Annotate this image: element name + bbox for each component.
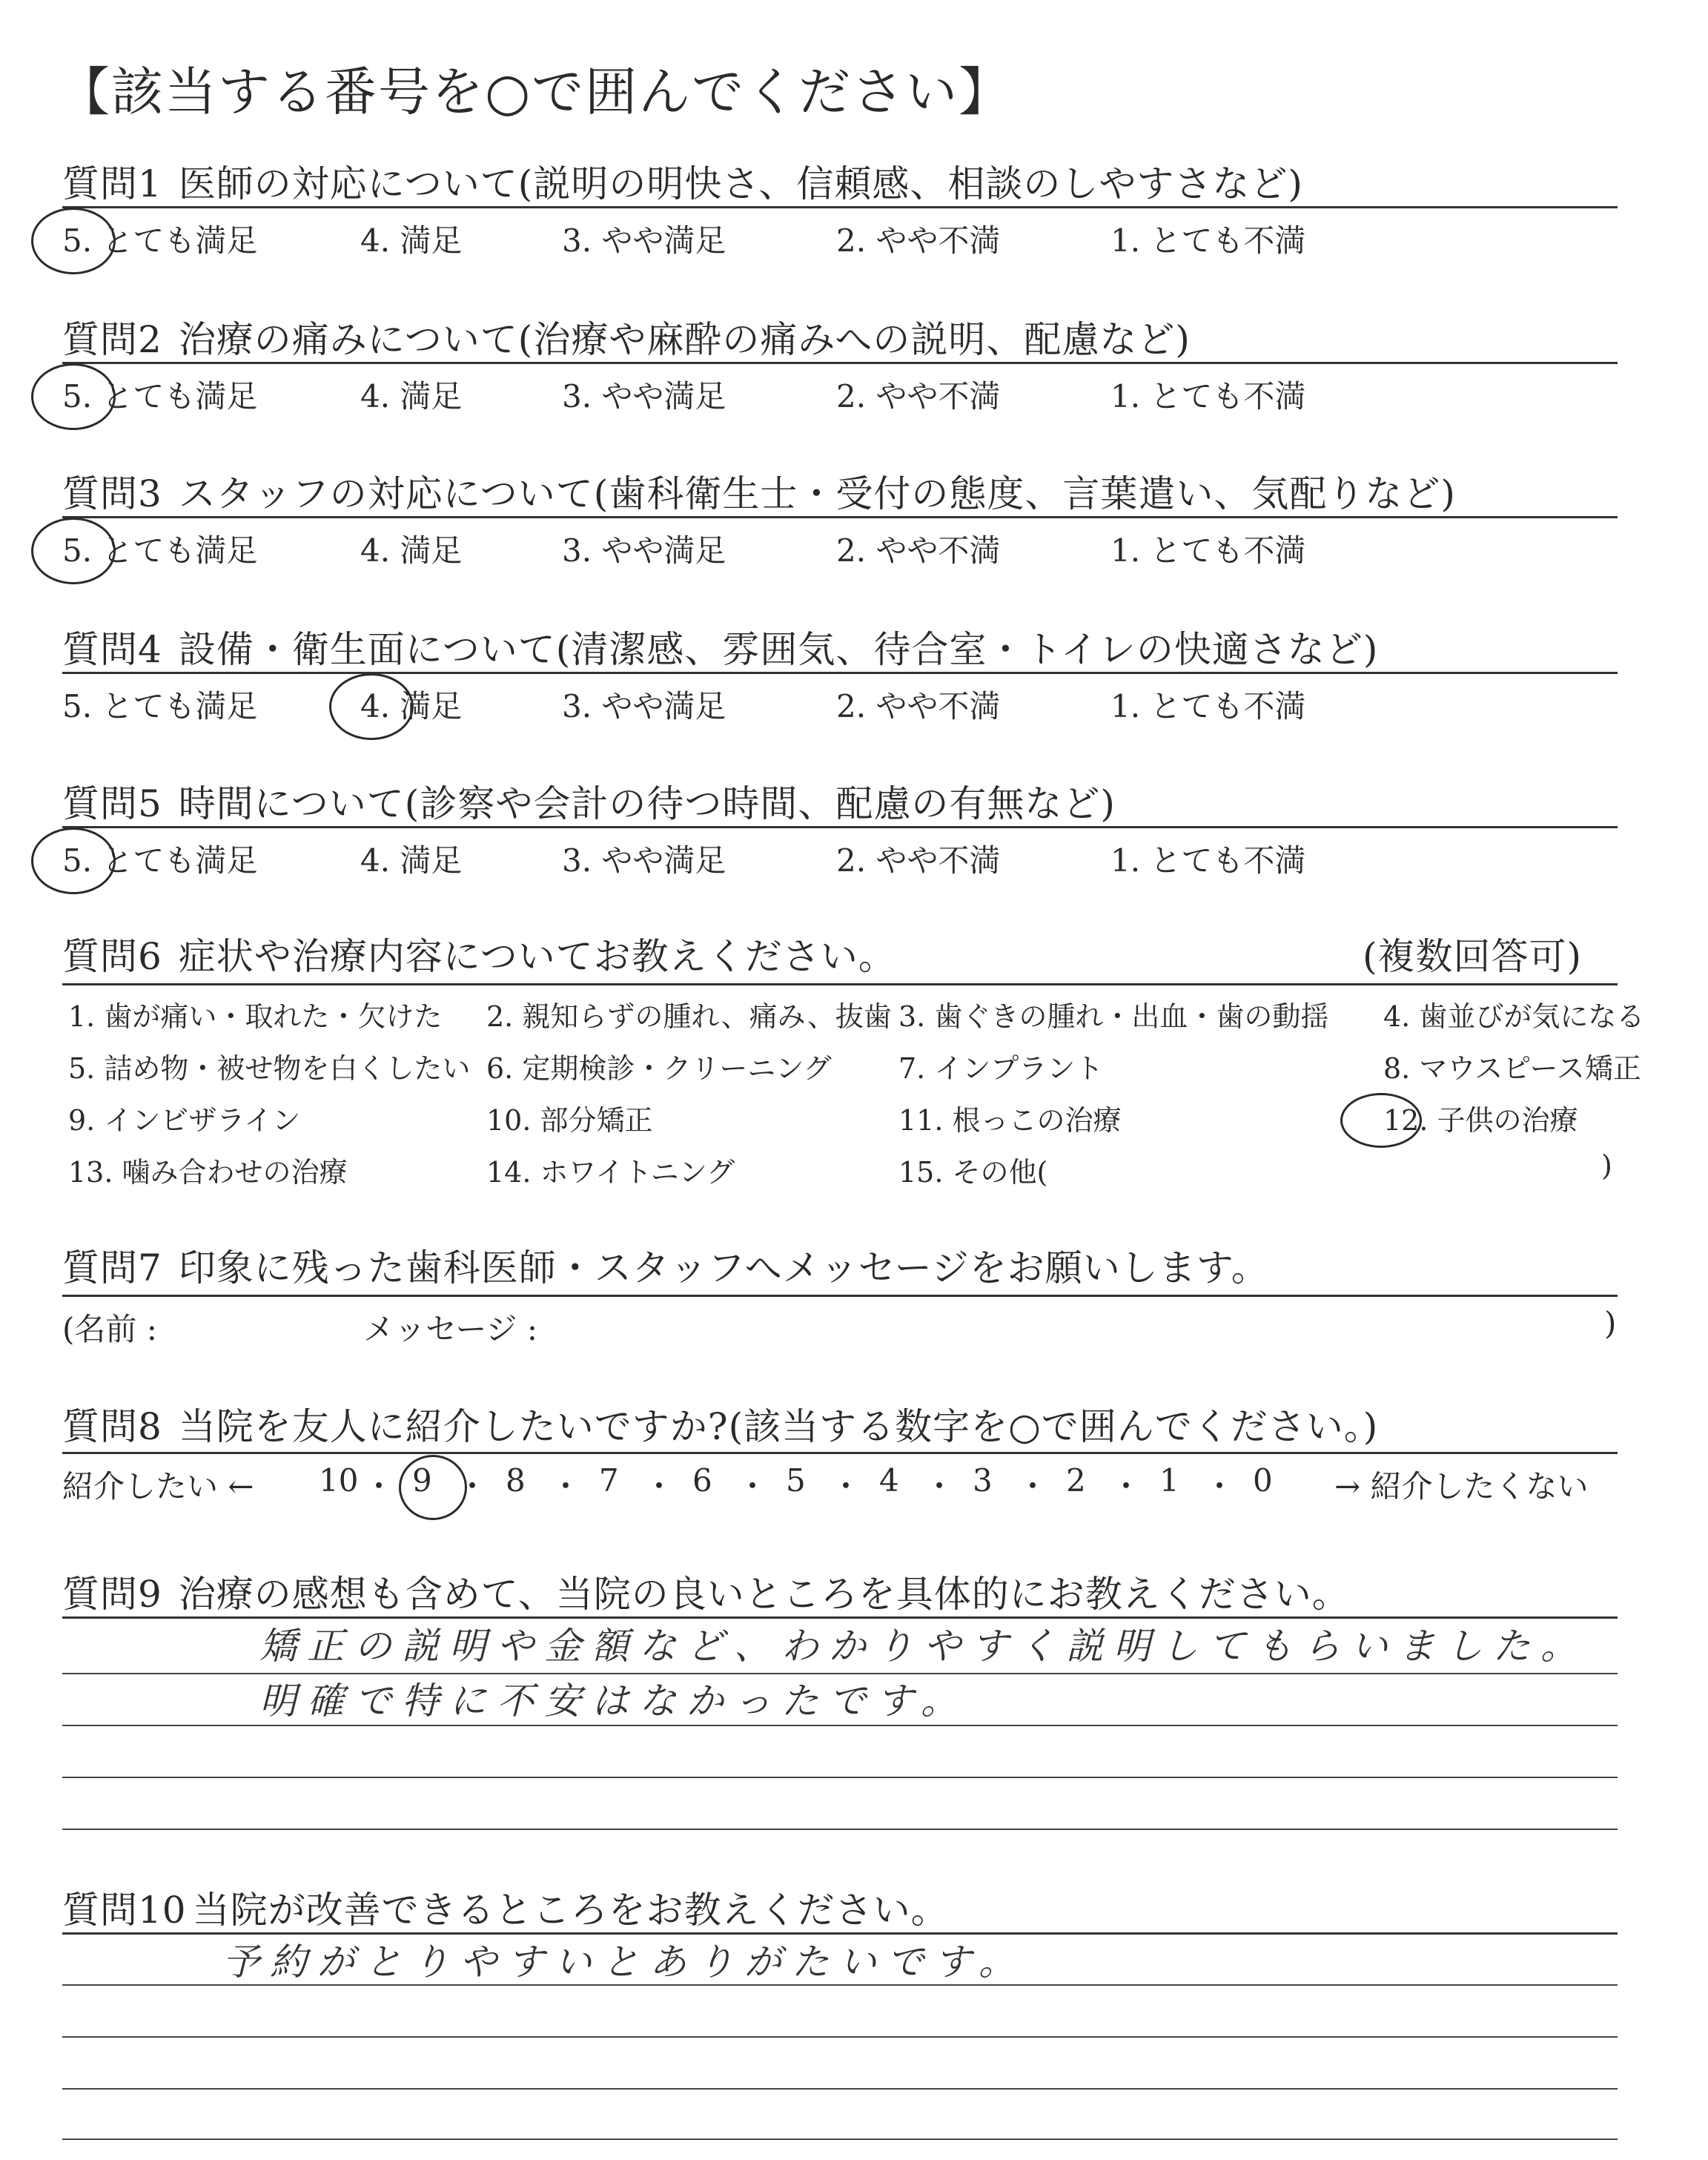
handwritten-answer: 矯正の説明や金額など、わかりやすく説明してもらいました。 <box>259 1625 1588 1668</box>
rating-option[interactable]: 5. とても満足 <box>62 688 258 724</box>
rating-option[interactable]: 2. やや不満 <box>836 222 1001 259</box>
rating-option[interactable]: 4. 満足 <box>360 532 463 569</box>
name-field-label[interactable]: (名前 : <box>62 1311 157 1347</box>
scale-option[interactable]: 10 <box>319 1462 359 1499</box>
scale-left-label: 紹介したい ← <box>62 1468 254 1505</box>
selection-circle <box>31 828 116 894</box>
scale-option[interactable]: 7 <box>599 1462 619 1499</box>
scale-option[interactable]: 0 <box>1253 1462 1273 1499</box>
symptom-option[interactable]: 8. マウスピース矯正 <box>1383 1052 1641 1085</box>
question-number: 質問9 <box>62 1573 162 1616</box>
symptom-option[interactable]: 14. ホワイトニング <box>486 1156 735 1189</box>
q7-heading <box>62 1238 1269 1292</box>
q5-heading <box>62 774 1116 828</box>
q2-heading <box>62 310 1191 363</box>
selection-circle <box>31 363 116 430</box>
question-text: スタッフの対応について(歯科衛生士・受付の態度、言葉遣い、気配りなど) <box>178 472 1456 515</box>
divider <box>62 362 1618 364</box>
question-text: 当院を友人に紹介したいですか?(該当する数字を○で囲んでください。) <box>178 1405 1379 1448</box>
selection-circle <box>329 673 414 740</box>
q4-heading <box>62 620 1378 673</box>
answer-line <box>62 1829 1618 1830</box>
close-paren: ) <box>1601 1149 1612 1182</box>
answer-line <box>62 1777 1618 1778</box>
question-text: 治療の感想も含めて、当院の良いところを具体的にお教えください。 <box>178 1573 1350 1616</box>
scale-separator: ・ <box>1110 1468 1142 1505</box>
q6-heading <box>62 927 896 980</box>
answer-line <box>62 2036 1618 2038</box>
scale-separator: ・ <box>643 1468 675 1505</box>
rating-option[interactable]: 4. 満足 <box>360 688 463 724</box>
question-number: 質問7 <box>62 1246 162 1289</box>
divider <box>62 983 1618 985</box>
page-title: 【該当する番号を○で囲んでください】 <box>58 62 1013 122</box>
question-text: 設備・衛生面について(清潔感、雰囲気、待合室・トイレの快適さなど) <box>178 628 1379 671</box>
question-number: 質問5 <box>62 782 162 825</box>
symptom-option[interactable]: 12. 子供の治療 <box>1383 1104 1578 1137</box>
question-number: 質問2 <box>62 318 162 361</box>
scale-separator: ・ <box>830 1468 862 1505</box>
scale-option[interactable]: 3 <box>973 1462 993 1499</box>
selection-circle <box>31 208 116 274</box>
rating-option[interactable]: 5. とても満足 <box>62 532 258 569</box>
rating-option[interactable]: 2. やや不満 <box>836 842 1001 879</box>
q9-heading <box>62 1565 1350 1618</box>
scale-option[interactable]: 2 <box>1066 1462 1086 1499</box>
symptom-option[interactable]: 7. インプラント <box>898 1052 1104 1085</box>
question-text: 印象に残った歯科医師・スタッフへメッセージをお願いします。 <box>178 1246 1269 1289</box>
rating-option[interactable]: 1. とても不満 <box>1110 842 1306 879</box>
message-field-label[interactable]: メッセージ : <box>363 1311 537 1347</box>
rating-option[interactable]: 3. やや満足 <box>562 842 726 879</box>
rating-option[interactable]: 1. とても不満 <box>1110 688 1306 724</box>
question-text: 当院が改善できるところをお教えください。 <box>192 1889 949 1932</box>
symptom-option[interactable]: 6. 定期検診・クリーニング <box>486 1052 832 1085</box>
question-text: 症状や治療内容についてお教えください。 <box>178 935 896 978</box>
rating-option[interactable]: 1. とても不満 <box>1110 378 1306 415</box>
divider <box>62 672 1618 674</box>
rating-option[interactable]: 5. とても満足 <box>62 842 258 879</box>
question-text: 時間について(診察や会計の待つ時間、配慮の有無など) <box>178 782 1116 825</box>
question-number: 質問10 <box>62 1889 187 1932</box>
scale-separator: ・ <box>737 1468 769 1505</box>
q10-heading <box>62 1880 949 1934</box>
rating-option[interactable]: 3. やや満足 <box>562 378 726 415</box>
scale-separator: ・ <box>1017 1468 1049 1505</box>
question-number: 質問8 <box>62 1405 162 1448</box>
scale-option[interactable]: 5 <box>786 1462 806 1499</box>
rating-option[interactable]: 2. やや不満 <box>836 688 1001 724</box>
selection-circle <box>399 1455 467 1520</box>
scale-separator: ・ <box>363 1468 395 1505</box>
close-paren: ) <box>1604 1305 1617 1341</box>
answer-line <box>62 1725 1618 1726</box>
answer-line <box>62 2088 1618 2090</box>
question-number: 質問3 <box>62 472 162 515</box>
answer-line <box>62 2138 1618 2140</box>
scale-option[interactable]: 4 <box>879 1462 899 1499</box>
divider <box>62 1295 1618 1297</box>
rating-option[interactable]: 1. とても不満 <box>1110 222 1306 259</box>
rating-option[interactable]: 4. 満足 <box>360 378 463 415</box>
scale-option[interactable]: 6 <box>692 1462 712 1499</box>
divider <box>62 516 1618 518</box>
question-number: 質問6 <box>62 935 162 978</box>
rating-option[interactable]: 5. とても満足 <box>62 378 258 415</box>
symptom-option[interactable]: 2. 親知らずの腫れ、痛み、抜歯 <box>486 1000 892 1033</box>
symptom-option[interactable]: 9. インビザライン <box>68 1104 301 1137</box>
divider <box>62 206 1618 208</box>
rating-option[interactable]: 5. とても満足 <box>62 222 258 259</box>
symptom-option[interactable]: 11. 根っこの治療 <box>898 1104 1122 1137</box>
rating-option[interactable]: 3. やや満足 <box>562 532 726 569</box>
symptom-option[interactable]: 1. 歯が痛い・取れた・欠けた <box>68 1000 443 1033</box>
q6-note: (複数回答可) <box>1363 935 1583 978</box>
divider <box>62 826 1618 828</box>
selection-circle <box>1340 1093 1422 1148</box>
handwritten-answer: 明確で特に不安はなかったです。 <box>259 1680 968 1723</box>
scale-option[interactable]: 8 <box>506 1462 526 1499</box>
symptom-option[interactable]: 10. 部分矯正 <box>486 1104 653 1137</box>
symptom-option[interactable]: 13. 噛み合わせの治療 <box>68 1156 348 1189</box>
rating-option[interactable]: 4. 満足 <box>360 222 463 259</box>
scale-separator: ・ <box>1204 1468 1236 1505</box>
scale-right-label: → 紹介したくない <box>1334 1468 1589 1505</box>
q8-heading <box>62 1397 1378 1450</box>
question-number: 質問4 <box>62 628 162 671</box>
rating-option[interactable]: 3. やや満足 <box>562 222 726 259</box>
scale-separator: ・ <box>457 1468 489 1505</box>
question-text: 治療の痛みについて(治療や麻酔の痛みへの説明、配慮など) <box>178 318 1191 361</box>
symptom-option[interactable]: 15. その他( <box>898 1156 1048 1189</box>
scale-option[interactable]: 1 <box>1159 1462 1179 1499</box>
symptom-option[interactable]: 3. 歯ぐきの腫れ・出血・歯の動揺 <box>898 1000 1329 1033</box>
rating-option[interactable]: 3. やや満足 <box>562 688 726 724</box>
rating-option[interactable]: 2. やや不満 <box>836 378 1001 415</box>
scale-option[interactable]: 9 <box>412 1462 432 1499</box>
handwritten-answer: 予約がとりやすいとありがたいです。 <box>222 1941 1026 1984</box>
question-text: 医師の対応について(説明の明快さ、信頼感、相談のしやすさなど) <box>178 162 1303 205</box>
divider <box>62 1452 1618 1454</box>
symptom-option[interactable]: 5. 詰め物・被せ物を白くしたい <box>68 1052 471 1085</box>
q3-heading <box>62 464 1456 518</box>
rating-option[interactable]: 1. とても不満 <box>1110 532 1306 569</box>
scale-separator: ・ <box>924 1468 956 1505</box>
symptom-option[interactable]: 4. 歯並びが気になる <box>1383 1000 1645 1033</box>
question-number: 質問1 <box>62 162 162 205</box>
rating-option[interactable]: 4. 満足 <box>360 842 463 879</box>
selection-circle <box>31 518 116 584</box>
scale-separator: ・ <box>550 1468 582 1505</box>
rating-option[interactable]: 2. やや不満 <box>836 532 1001 569</box>
q1-heading <box>62 154 1303 208</box>
